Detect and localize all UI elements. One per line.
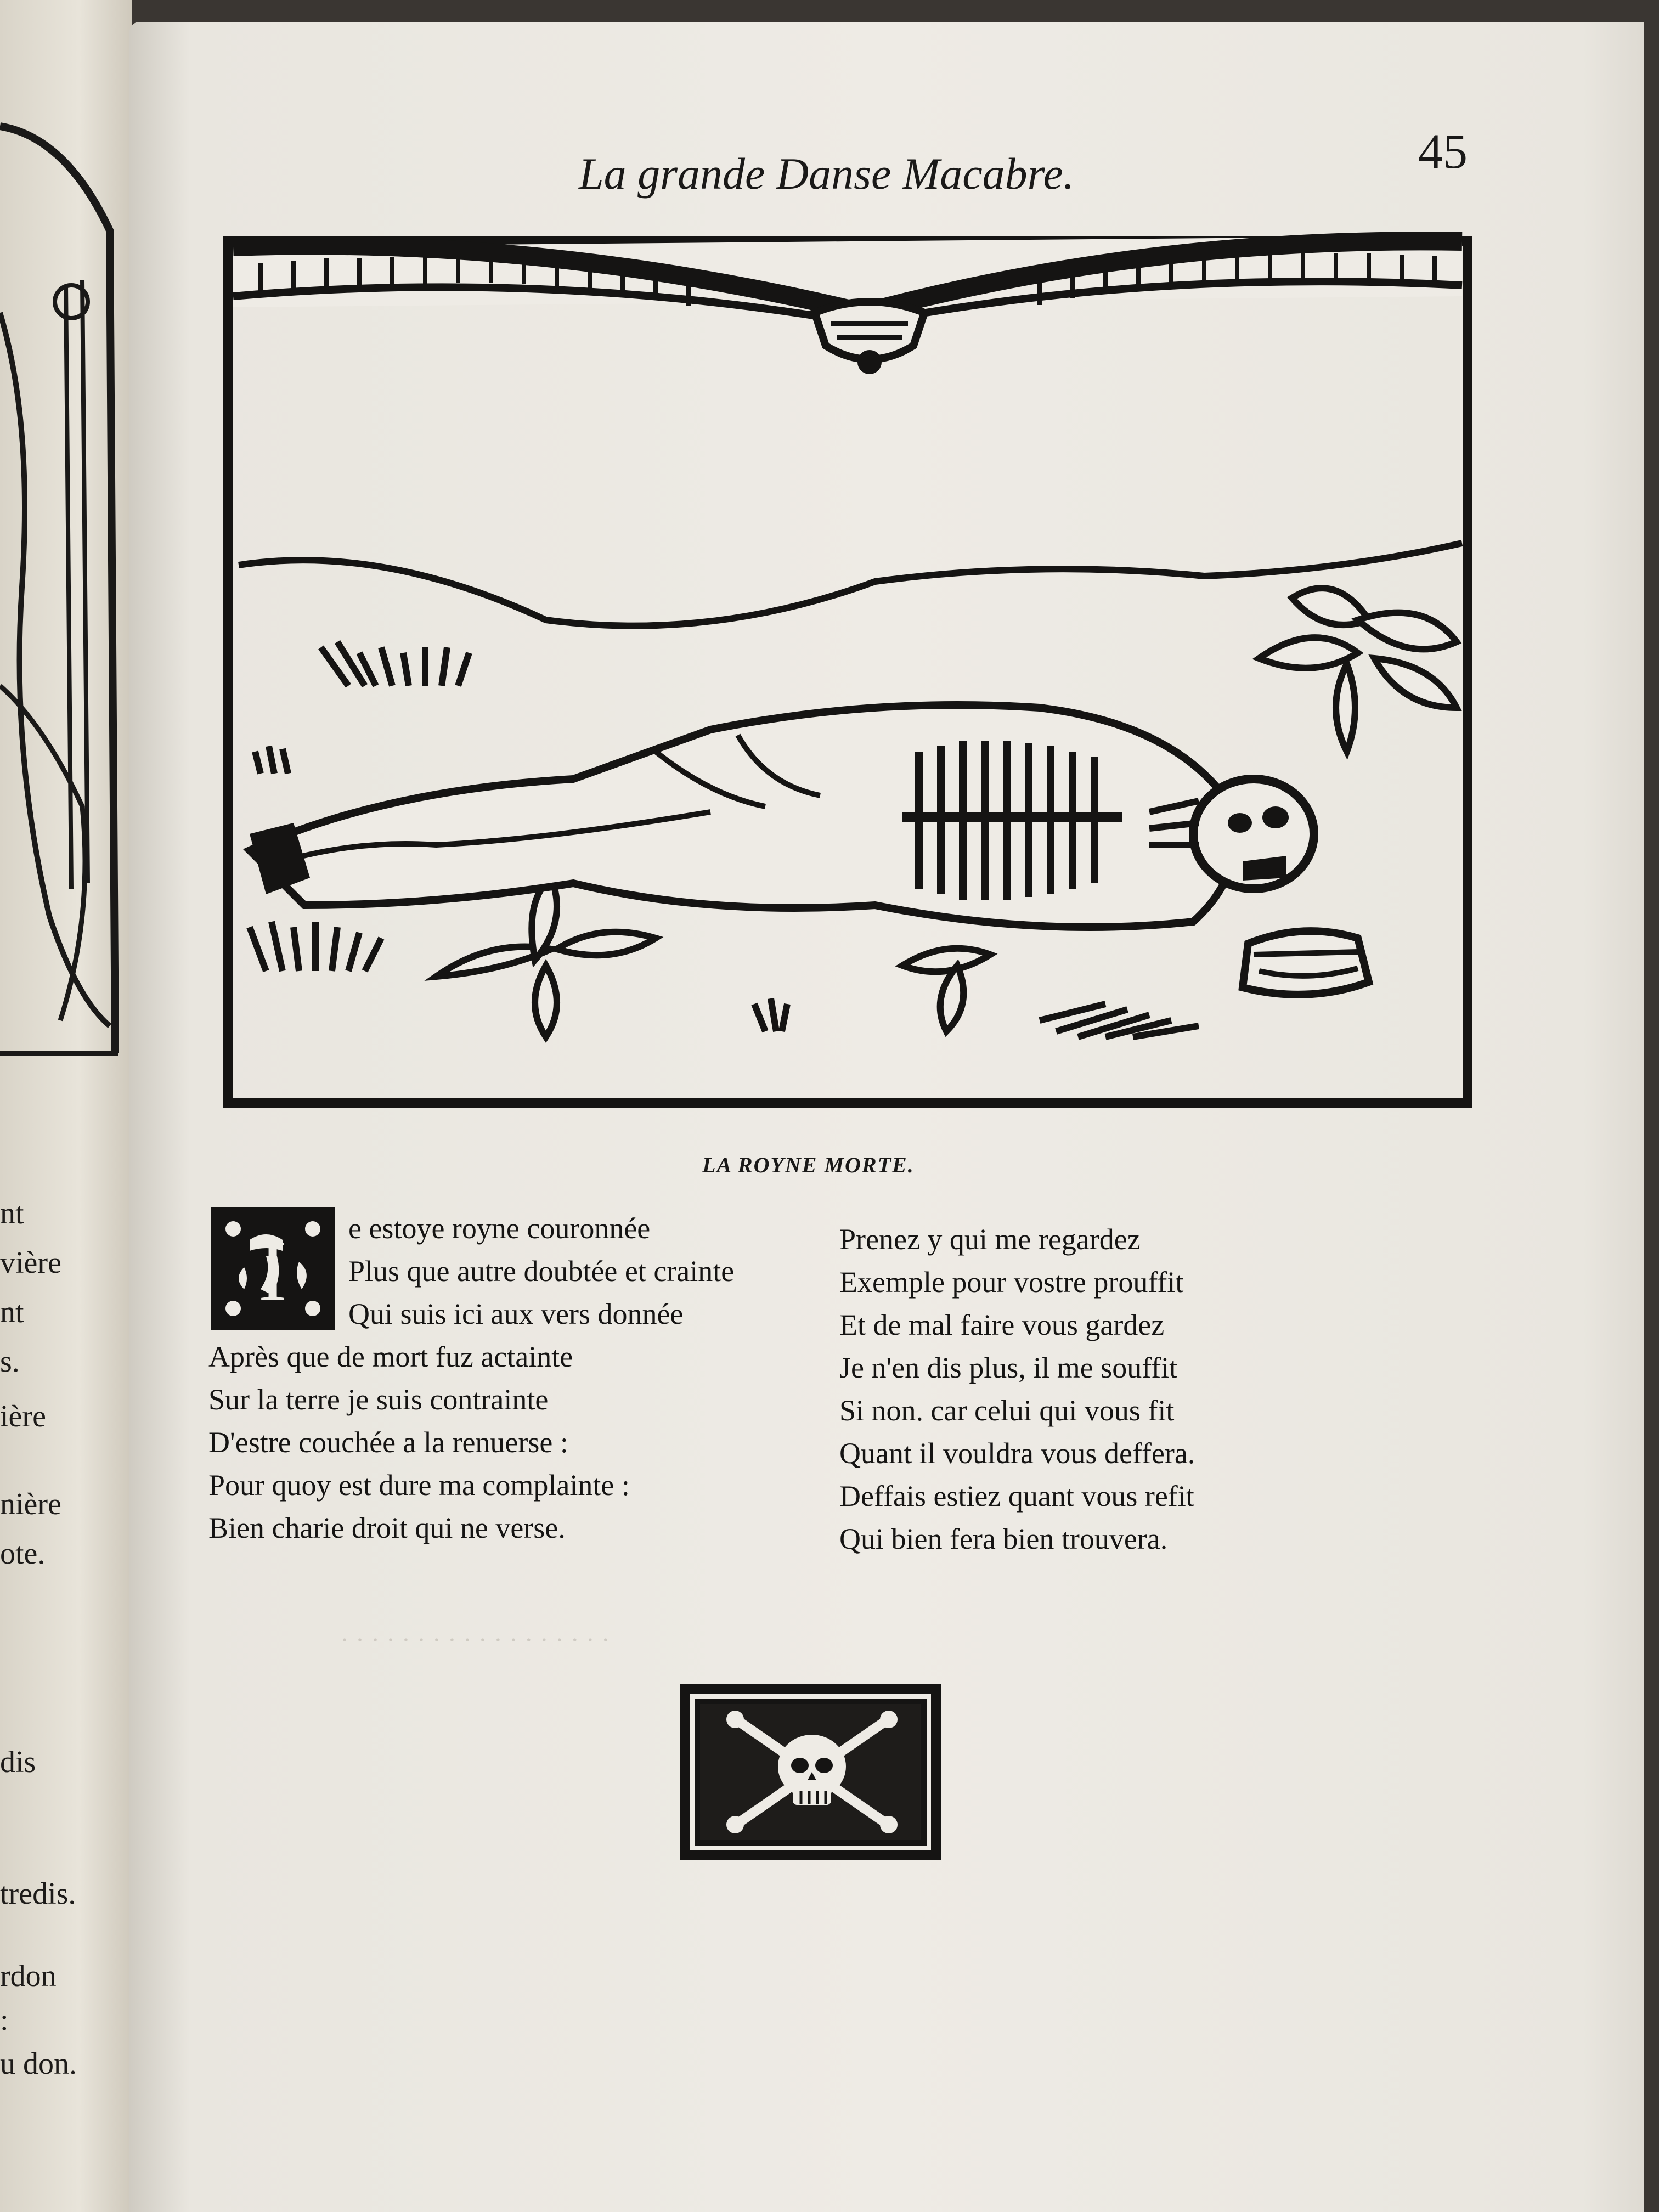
illustration-caption: LA ROYNE MORTE. (702, 1153, 915, 1177)
left-page-text: nt (0, 1197, 24, 1231)
verse-line: e estoye royne couronnée (348, 1212, 651, 1245)
left-page-text: u don. (0, 2047, 77, 2081)
verse-line: Deffais estiez quant vous refit (839, 1480, 1194, 1513)
left-page-text: ote. (0, 1537, 46, 1571)
left-page-text: dis (0, 1745, 36, 1779)
verse-line: Quant il vouldra vous deffera. (839, 1437, 1195, 1470)
verse-line: D'estre couchée a la renuerse : (208, 1426, 568, 1459)
verse-line: Plus que autre doubtée et crainte (348, 1255, 735, 1288)
verse-line: Qui suis ici aux vers donnée (348, 1297, 684, 1330)
show-through-text: · · · · · · · · · · · · · · · · · · (340, 1626, 610, 1655)
poem-right-column (839, 1218, 1195, 1560)
verse-line: Pour quoy est dure ma complainte : (208, 1469, 630, 1502)
left-page-text: nt (0, 1295, 24, 1329)
left-page-text: vière (0, 1246, 61, 1280)
drop-cap-letter: I (258, 1222, 287, 1319)
verse-line: Exemple pour vostre prouffit (839, 1266, 1184, 1299)
left-page-text: nière (0, 1487, 61, 1521)
left-page-text: tredis. (0, 1877, 76, 1911)
skull-and-crossbones-icon (680, 1684, 941, 1860)
verse-line: Si non. car celui qui vous fit (839, 1394, 1175, 1427)
verse-line: Après que de mort fuz actainte (208, 1340, 573, 1373)
verse-line: Je n'en dis plus, il me souffit (839, 1351, 1178, 1384)
skeleton-corpse-woodcut (217, 214, 1479, 1114)
previous-page-woodcut (0, 93, 121, 1059)
left-page-text: s. (0, 1345, 20, 1379)
previous-page (0, 0, 132, 2212)
left-page-text: rdon (0, 1959, 57, 1993)
left-page-text: ière (0, 1400, 46, 1434)
verse-line: Bien charie droit qui ne verse. (208, 1511, 566, 1544)
running-head: La grande Danse Macabre. (579, 149, 1075, 199)
poem-left-column (208, 1207, 734, 1549)
verse-line: Qui bien fera bien trouvera. (839, 1522, 1168, 1555)
verse-line: Prenez y qui me regardez (839, 1223, 1141, 1256)
left-page-text: : (0, 2003, 9, 2037)
verse-line: Sur la terre je suis contrainte (208, 1383, 549, 1416)
verse-line: Et de mal faire vous gardez (839, 1308, 1165, 1341)
page-number: 45 (1418, 125, 1468, 179)
